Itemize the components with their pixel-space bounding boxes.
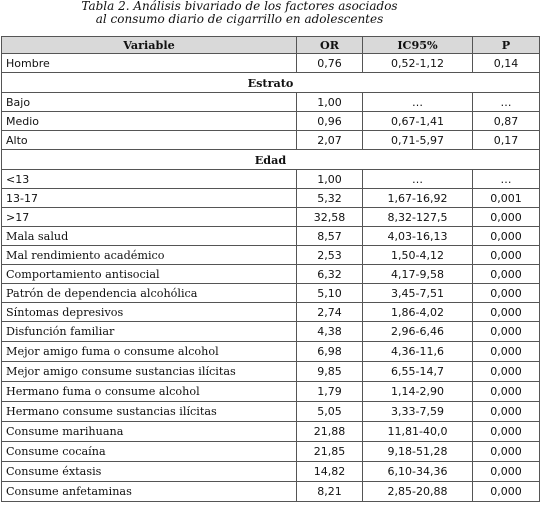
variable-cell: Consume éxtasis (2, 462, 297, 482)
p-value-cell: 0,000 (473, 284, 540, 303)
table-caption (0, 0, 479, 26)
or-cell: 5,05 (297, 402, 363, 422)
table-row (2, 322, 540, 342)
or-cell: 2,74 (297, 303, 363, 322)
table-row (2, 54, 540, 73)
variable-cell: Mal rendimiento académico (2, 246, 297, 265)
table-row (2, 284, 540, 303)
table-row (2, 93, 540, 112)
ic95-cell: 0,71-5,97 (363, 131, 473, 150)
variable-cell: Alto (2, 131, 297, 150)
caption-line-2: al consumo diario de cigarrillo en adolescentes (95, 12, 384, 26)
or-cell: 1,00 (297, 93, 363, 112)
p-value-cell: 0,000 (473, 402, 540, 422)
table-row (2, 482, 540, 502)
or-cell: 5,10 (297, 284, 363, 303)
p-value-cell: 0,001 (473, 189, 540, 208)
ic95-cell: 1,86-4,02 (363, 303, 473, 322)
table-row (2, 208, 540, 227)
table-row (2, 189, 540, 208)
p-value-cell: 0,87 (473, 112, 540, 131)
ic95-cell: 4,36-11,6 (363, 342, 473, 362)
or-cell: 5,32 (297, 189, 363, 208)
ic95-cell: 9,18-51,28 (363, 442, 473, 462)
ic95-cell: … (363, 93, 473, 112)
ic95-cell: 4,17-9,58 (363, 265, 473, 284)
p-value-cell: 0,000 (473, 322, 540, 342)
section-row (2, 73, 540, 93)
variable-cell: Hermano fuma o consume alcohol (2, 382, 297, 402)
table-row (2, 131, 540, 150)
p-value-cell: 0,000 (473, 382, 540, 402)
or-cell: 14,82 (297, 462, 363, 482)
table-row (2, 265, 540, 284)
table-row (2, 342, 540, 362)
ic95-cell: 4,03-16,13 (363, 227, 473, 246)
section-row (2, 150, 540, 170)
or-cell: 6,98 (297, 342, 363, 362)
table-row (2, 112, 540, 131)
or-cell: 6,32 (297, 265, 363, 284)
p-value-cell: … (473, 93, 540, 112)
variable-cell: Consume marihuana (2, 422, 297, 442)
ic95-cell: 2,96-6,46 (363, 322, 473, 342)
p-value-cell: … (473, 170, 540, 189)
variable-cell: Consume anfetaminas (2, 482, 297, 502)
variable-cell: Patrón de dependencia alcohólica (2, 284, 297, 303)
table-row (2, 402, 540, 422)
variable-cell: Hermano consume sustancias ilícitas (2, 402, 297, 422)
variable-cell: <13 (2, 170, 297, 189)
p-value-cell: 0,000 (473, 246, 540, 265)
or-cell: 8,57 (297, 227, 363, 246)
table-row (2, 170, 540, 189)
ic95-cell: 11,81-40,0 (363, 422, 473, 442)
ic95-cell: 8,32-127,5 (363, 208, 473, 227)
p-value-cell: 0,000 (473, 208, 540, 227)
caption-line-1: Tabla 2. Análisis bivariado de los factores asociados (81, 0, 398, 13)
table-row (2, 422, 540, 442)
table-row (2, 462, 540, 482)
variable-cell: Bajo (2, 93, 297, 112)
table-row (2, 246, 540, 265)
ic95-cell: 6,55-14,7 (363, 362, 473, 382)
ic95-cell: 3,33-7,59 (363, 402, 473, 422)
section-heading: Estrato (2, 73, 540, 93)
variable-cell: Comportamiento antisocial (2, 265, 297, 284)
variable-cell: 13-17 (2, 189, 297, 208)
variable-cell: >17 (2, 208, 297, 227)
or-cell: 9,85 (297, 362, 363, 382)
table-row (2, 362, 540, 382)
or-cell: 1,00 (297, 170, 363, 189)
ic95-cell: 3,45-7,51 (363, 284, 473, 303)
p-value-cell: 0,000 (473, 265, 540, 284)
table-row (2, 303, 540, 322)
ic95-cell: 6,10-34,36 (363, 462, 473, 482)
ic95-cell: 1,50-4,12 (363, 246, 473, 265)
or-cell: 2,07 (297, 131, 363, 150)
or-cell: 2,53 (297, 246, 363, 265)
or-cell: 21,88 (297, 422, 363, 442)
table-row (2, 382, 540, 402)
or-cell: 8,21 (297, 482, 363, 502)
column-header-variable: Variable (2, 37, 297, 54)
or-cell: 32,58 (297, 208, 363, 227)
p-value-cell: 0,000 (473, 303, 540, 322)
ic95-cell: … (363, 170, 473, 189)
or-cell: 4,38 (297, 322, 363, 342)
variable-cell: Disfunción familiar (2, 322, 297, 342)
or-cell: 21,85 (297, 442, 363, 462)
variable-cell: Mala salud (2, 227, 297, 246)
or-cell: 1,79 (297, 382, 363, 402)
p-value-cell: 0,000 (473, 422, 540, 442)
variable-cell: Hombre (2, 54, 297, 73)
column-header-or: OR (297, 37, 363, 54)
ic95-cell: 1,14-2,90 (363, 382, 473, 402)
p-value-cell: 0,000 (473, 482, 540, 502)
p-value-cell: 0,14 (473, 54, 540, 73)
p-value-cell: 0,000 (473, 227, 540, 246)
ic95-cell: 1,67-16,92 (363, 189, 473, 208)
ic95-cell: 0,67-1,41 (363, 112, 473, 131)
p-value-cell: 0,000 (473, 342, 540, 362)
or-cell: 0,76 (297, 54, 363, 73)
variable-cell: Mejor amigo consume sustancias ilícitas (2, 362, 297, 382)
column-header-p: P (473, 37, 540, 54)
table-row (2, 442, 540, 462)
p-value-cell: 0,000 (473, 362, 540, 382)
table-body (2, 54, 540, 502)
or-cell: 0,96 (297, 112, 363, 131)
ic95-cell: 2,85-20,88 (363, 482, 473, 502)
p-value-cell: 0,17 (473, 131, 540, 150)
bivariate-analysis-table (1, 36, 540, 502)
header-row (2, 37, 540, 54)
column-header-ic95: IC95% (363, 37, 473, 54)
table-row (2, 227, 540, 246)
p-value-cell: 0,000 (473, 442, 540, 462)
variable-cell: Medio (2, 112, 297, 131)
variable-cell: Síntomas depresivos (2, 303, 297, 322)
p-value-cell: 0,000 (473, 462, 540, 482)
variable-cell: Mejor amigo fuma o consume alcohol (2, 342, 297, 362)
ic95-cell: 0,52-1,12 (363, 54, 473, 73)
section-heading: Edad (2, 150, 540, 170)
variable-cell: Consume cocaína (2, 442, 297, 462)
